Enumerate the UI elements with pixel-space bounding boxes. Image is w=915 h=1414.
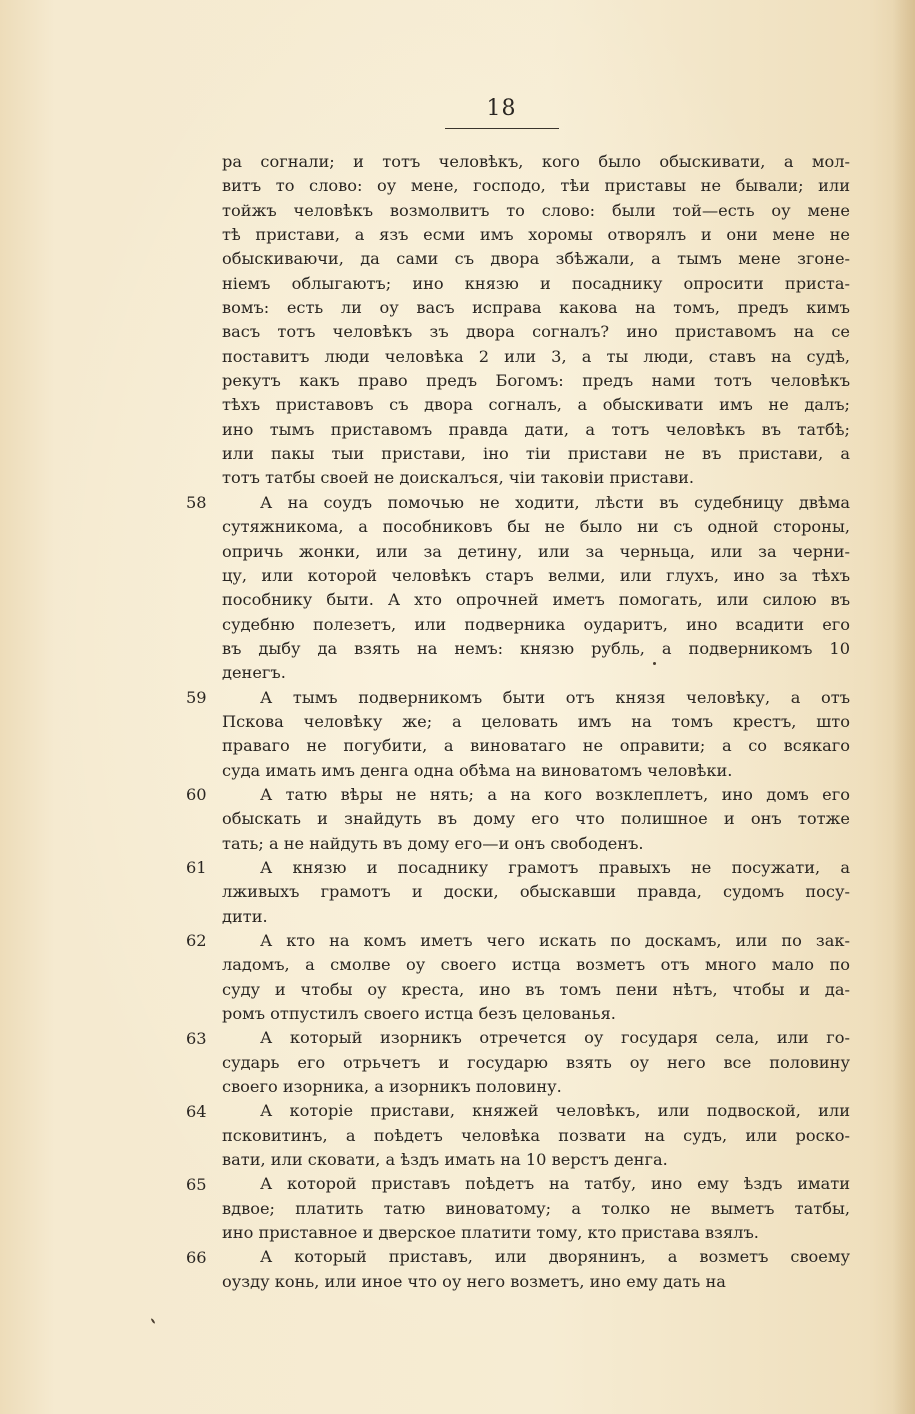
- text-line: судебню полезетъ, или подверника оударитъ, ино всадити его: [222, 614, 850, 634]
- paragraph: [222, 856, 850, 929]
- article-number: 59: [186, 687, 207, 707]
- text-line: праваго не погубити, а виноватаго не оправити; а со всякаго: [222, 736, 850, 756]
- text-line: тойжъ человѣкъ возмолвитъ то слово: были той—есть оу мене: [222, 200, 850, 220]
- page-number: 18: [486, 96, 517, 121]
- text-line: тотъ татбы своей не доискалъся, чiи таковiи пристави.: [222, 468, 695, 488]
- text-line: денегъ.: [222, 663, 286, 683]
- text-line: А тымъ подверникомъ быти отъ князя человѣку, а отъ: [260, 687, 850, 707]
- text-line: лживыхъ грамотъ и доски, обыскавши правда, судомъ посу-: [222, 882, 850, 902]
- article-number: 63: [186, 1028, 207, 1048]
- paragraph: [222, 491, 850, 686]
- text-line: Пскова человѣку же; а целовать имъ на томъ крестъ, што: [222, 711, 850, 731]
- paragraph: [222, 686, 850, 783]
- text-line: тать; а не найдуть въ дому его—и онъ свободенъ.: [222, 833, 644, 853]
- text-line: дити.: [222, 906, 268, 926]
- paragraph: [222, 1026, 850, 1099]
- text-line: сударь его отрьчетъ и государю взять оу него все половину: [222, 1052, 850, 1072]
- text-line: А татю вѣры не нять; а на кого возклеплетъ, ино домъ его: [260, 784, 850, 804]
- article-number: 66: [186, 1247, 207, 1267]
- text-line: обыскиваючи, да сами съ двора збѣжали, а тымъ мене згоне-: [222, 249, 850, 269]
- article-number: 61: [186, 858, 207, 878]
- article-number: 65: [186, 1174, 207, 1194]
- paragraph: [222, 783, 850, 856]
- paragraph: [222, 1172, 850, 1245]
- paragraph: [222, 150, 850, 491]
- text-line: вдвое; платить татю виноватому; а толко не выметъ татбы,: [222, 1198, 850, 1218]
- text-line: пособнику быти. А хто опрочней иметъ помогать, или силою въ: [222, 590, 850, 610]
- text-line: ладомъ, а смолве оу своего истца возметъ отъ много мало по: [222, 955, 850, 975]
- text-line: цу, или которой человѣкъ старъ велми, или глухъ, ино за тѣхъ: [222, 565, 850, 585]
- text-line: вати, или сковати, а ѣздъ имать на 10 верстъ денга.: [222, 1150, 668, 1170]
- text-line: обыскать и знайдуть въ дому его что полишное и онъ тотже: [222, 809, 850, 829]
- paragraph: [222, 1099, 850, 1172]
- text-line: А который приставъ, или дворянинъ, а возметъ своему: [260, 1247, 850, 1267]
- paragraph: [222, 1245, 850, 1294]
- text-line: суда имать имъ денга одна обѣма на виноватомъ человѣки.: [222, 760, 733, 780]
- text-line: псковитинъ, а поѣдетъ человѣка позвати на судъ, или роско-: [222, 1125, 850, 1145]
- text-line: А который изорникъ отречется оу государя села, или го-: [260, 1028, 850, 1048]
- body-text: [222, 150, 850, 1294]
- text-line: ино приставное и дверское платити тому, кто пристава взялъ.: [222, 1223, 759, 1243]
- article-number: 58: [186, 492, 207, 512]
- text-line: А князю и посаднику грамотъ правыхъ не посужати, а: [260, 857, 850, 877]
- page-edge-shadow: [893, 0, 915, 1414]
- text-line: нiемъ облыгаютъ; ино князю и посаднику опросити приста-: [222, 273, 850, 293]
- text-line: или пакы тыи пристави, iно тiи пристави не въ пристави, а: [222, 444, 850, 464]
- article-number: 60: [186, 785, 207, 805]
- text-line: въ дыбу да взять на немъ: князю рубль, а подверникомъ 10: [222, 638, 850, 658]
- text-line: витъ то слово: оу мене, господо, тѣи приставы не бывали; или: [222, 176, 850, 196]
- text-line: А которой приставъ поѣдетъ на татбу, ино ему ѣздъ имати: [260, 1174, 850, 1194]
- text-line: ино тымъ приставомъ правда дати, а тотъ человѣкъ въ татбѣ;: [222, 419, 850, 439]
- text-line: тѣхъ приставовъ съ двора согналъ, а обыскивати имъ не далъ;: [222, 395, 850, 415]
- text-line: А на соудъ помочью не ходити, лѣсти въ судебницу двѣма: [260, 492, 850, 512]
- article-number: 62: [186, 931, 207, 951]
- ink-speck: [653, 662, 656, 665]
- text-line: тѣ пристави, а язъ есми имъ хоромы отворялъ и они мене не: [222, 225, 850, 245]
- text-line: сутяжникома, а пособниковъ бы не было ни съ одной стороны,: [222, 517, 850, 537]
- text-line: оузду конь, или иное что оу него возметъ, ино ему дать на: [222, 1271, 726, 1291]
- text-line: поставитъ люди человѣка 2 или 3, а ты люди, ставъ на судѣ,: [222, 346, 850, 366]
- ink-speck: [150, 1318, 155, 1324]
- article-number: 64: [186, 1101, 207, 1121]
- text-line: А которiе пристави, княжей человѣкъ, или подвоской, или: [260, 1101, 850, 1121]
- text-line: суду и чтобы оу креста, ино въ томъ пени нѣтъ, чтобы и да-: [222, 979, 850, 999]
- text-line: ра согнали; и тотъ человѣкъ, кого было обыскивати, а мол-: [222, 152, 850, 171]
- page-number-rule: [445, 128, 559, 129]
- text-line: опричь жонки, или за детину, или за черньца, или за черни-: [222, 541, 850, 561]
- text-line: рекутъ какъ право предъ Богомъ: предъ нами тотъ человѣкъ: [222, 371, 850, 391]
- paragraph: [222, 929, 850, 1026]
- text-line: ромъ отпустилъ своего истца безъ целованья.: [222, 1004, 616, 1024]
- text-line: А кто на комъ иметъ чего искать по доскамъ, или по зак-: [260, 931, 850, 950]
- text-line: своего изорника, а изорникъ половину.: [222, 1077, 562, 1097]
- text-line: васъ тотъ человѣкъ зъ двора согналъ? ино приставомъ на се: [222, 322, 850, 342]
- text-line: вомъ: есть ли оу васъ исправа какова на томъ, предъ кимъ: [222, 298, 850, 318]
